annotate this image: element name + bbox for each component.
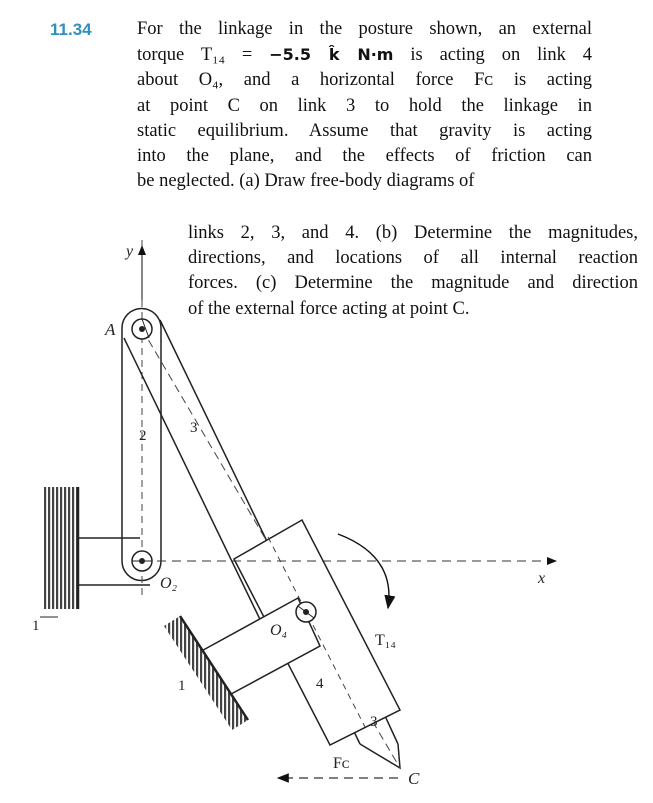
force-fc-label: Fᴄ bbox=[333, 755, 350, 772]
statement-line: directions, and locations of all internal reaction bbox=[188, 248, 638, 269]
statement-line: forces. (c) Determine the magnitude and direction bbox=[188, 273, 638, 294]
torque-t14-arrow bbox=[338, 534, 389, 608]
statement-line: at point C on link 3 to hold the linkage in bbox=[137, 95, 592, 116]
point-a-label: A bbox=[105, 320, 116, 339]
ground-hatch-left bbox=[44, 487, 78, 609]
statement-line: For the linkage in the posture shown, an external bbox=[137, 19, 592, 39]
statement-line: static equilibrium. Assume that gravity is acting bbox=[137, 120, 592, 141]
pin-o4 bbox=[296, 602, 316, 622]
link-3-label-upper: 3 bbox=[190, 420, 198, 436]
link-3-label-lower: 3 bbox=[370, 714, 378, 730]
pivot-o4-label: O₄ bbox=[270, 622, 288, 639]
torque-value-handwritten: −5.5 k̂ N·m bbox=[269, 45, 394, 65]
torque-t14-label: T₁₄ bbox=[375, 632, 396, 649]
pin-a bbox=[132, 319, 152, 339]
pin-o2 bbox=[132, 551, 152, 571]
ground-left bbox=[40, 487, 78, 617]
torque-suffix: is acting on link 4 bbox=[393, 45, 593, 66]
torque-prefix: torque T₁₄ = bbox=[137, 45, 270, 66]
ground-1-label-right: 1 bbox=[178, 678, 186, 694]
problem-number: 11.34 bbox=[50, 20, 92, 39]
statement-line: links 2, 3, and 4. (b) Determine the magnitudes, bbox=[188, 223, 638, 243]
y-axis-label: y bbox=[126, 243, 134, 260]
statement-line: about O₄, and a horizontal force Fᴄ is acting bbox=[137, 70, 592, 91]
x-axis-label: x bbox=[538, 570, 546, 587]
point-c-label: C bbox=[408, 769, 420, 788]
pivot-o2-label: O₂ bbox=[160, 575, 178, 592]
link-2-label: 2 bbox=[139, 428, 147, 444]
statement-line: be neglected. (a) Draw free-body diagrams of bbox=[137, 171, 475, 192]
ground-1-label-left: 1 bbox=[32, 618, 40, 634]
link-4-label: 4 bbox=[316, 676, 324, 692]
statement-line: into the plane, and the effects of friction can bbox=[137, 146, 592, 167]
statement-line: of the external force acting at point C. bbox=[188, 298, 470, 319]
